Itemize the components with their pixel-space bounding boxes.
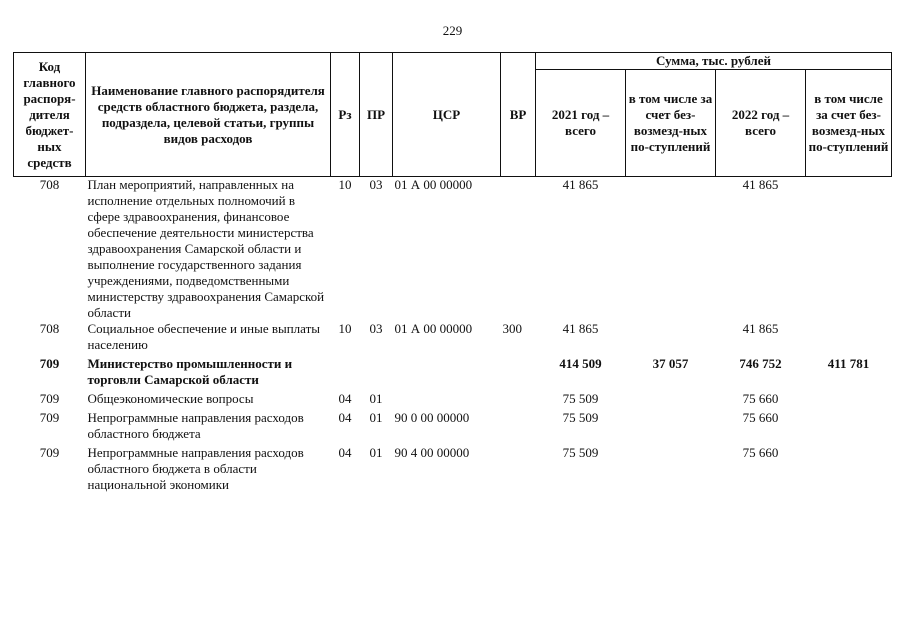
- cell-code: 708: [39, 321, 60, 336]
- cell-code: 709: [39, 356, 60, 371]
- cell-2021-free: 37 057: [652, 356, 689, 371]
- cell-vr: [501, 445, 536, 493]
- cell-csr: 01 А 00 00000: [394, 321, 473, 336]
- cell-2022-free: [806, 391, 892, 407]
- cell-csr: [393, 391, 501, 407]
- cell-2021-total: 414 509: [559, 356, 602, 371]
- cell-pr: [360, 356, 393, 388]
- cell-rz: 04: [338, 391, 352, 406]
- cell-2021-total: 41 865: [562, 321, 599, 336]
- cell-rz: [331, 356, 360, 388]
- cell-2022-free: [806, 445, 892, 493]
- table-row: [14, 356, 892, 388]
- table-body: [14, 177, 892, 494]
- cell-2022-free: 411 781: [827, 356, 870, 371]
- cell-name: Министерство промышленности и торговли Самарской области: [87, 356, 293, 387]
- cell-name: Непрограммные направления расходов областного бюджета в области национальной экономики: [87, 445, 304, 492]
- cell-2021-free: [626, 410, 716, 442]
- table-header: [14, 53, 892, 177]
- cell-pr: 03: [369, 177, 383, 192]
- table-row: [14, 445, 892, 493]
- cell-rz: 04: [338, 445, 352, 460]
- table-row: [14, 177, 892, 322]
- cell-name: План мероприятий, направленных на исполнение отдельных полномочий в сфере здравоохранения, финансовое обеспечение деятельности министерства здравоохранения Самарской области и выполнение государственного задания учреждениями, подведомственными министерству здравоохранения Самарской области: [87, 177, 325, 320]
- cell-csr: [393, 356, 501, 388]
- cell-csr: 90 0 00 00000: [394, 410, 470, 425]
- cell-vr: 300: [502, 321, 522, 336]
- header-rz: Рз: [331, 53, 360, 177]
- header-csr: ЦСР: [393, 53, 501, 177]
- header-2021-total: 2021 год – всего: [536, 70, 626, 177]
- cell-2021-free: [626, 321, 716, 353]
- cell-code: 709: [39, 445, 60, 460]
- budget-table: [13, 52, 892, 493]
- cell-name: Общеэкономические вопросы: [87, 391, 254, 406]
- cell-rz: 10: [338, 177, 352, 192]
- cell-2021-total: 41 865: [562, 177, 599, 192]
- cell-vr: [501, 177, 536, 322]
- header-pr: ПР: [360, 53, 393, 177]
- cell-csr: 01 А 00 00000: [394, 177, 473, 192]
- cell-2022-total: 41 865: [742, 177, 779, 192]
- cell-2022-free: [806, 177, 892, 322]
- cell-pr: 01: [369, 410, 383, 425]
- cell-2022-free: [806, 321, 892, 353]
- header-2022-total: 2022 год – всего: [716, 70, 806, 177]
- header-2021-free: в том числе за счет без-возмезд-ных по-ступлений: [626, 70, 716, 177]
- header-sum-group: Сумма, тыс. рублей: [536, 53, 892, 70]
- cell-pr: 01: [369, 445, 383, 460]
- cell-2021-free: [626, 445, 716, 493]
- cell-rz: 10: [338, 321, 352, 336]
- header-name: Наименование главного распорядителя средств областного бюджета, раздела, подраздела, целевой статьи, группы видов расходов: [86, 53, 331, 177]
- cell-pr: 01: [369, 391, 383, 406]
- cell-2021-free: [626, 177, 716, 322]
- page-number: 229: [442, 23, 463, 38]
- cell-vr: [501, 391, 536, 407]
- cell-csr: 90 4 00 00000: [394, 445, 470, 460]
- cell-2022-total: 75 660: [742, 391, 779, 406]
- cell-2021-total: 75 509: [562, 410, 599, 425]
- table-row: [14, 410, 892, 442]
- cell-code: 708: [39, 177, 60, 192]
- cell-pr: 03: [369, 321, 383, 336]
- cell-name: Непрограммные направления расходов областного бюджета: [87, 410, 304, 441]
- table-row: [14, 321, 892, 353]
- cell-2022-total: 75 660: [742, 410, 779, 425]
- cell-vr: [501, 410, 536, 442]
- header-vr: ВР: [501, 53, 536, 177]
- cell-2022-free: [806, 410, 892, 442]
- cell-code: 709: [39, 410, 60, 425]
- header-2022-free: в том числе за счет без-возмезд-ных по-ступлений: [806, 70, 892, 177]
- cell-code: 709: [39, 391, 60, 406]
- header-code: Код главного распоря-дителя бюджет-ных средств: [14, 53, 86, 177]
- cell-rz: 04: [338, 410, 352, 425]
- cell-name: Социальное обеспечение и иные выплаты населению: [87, 321, 321, 352]
- cell-2021-free: [626, 391, 716, 407]
- table-row: [14, 391, 892, 407]
- cell-2022-total: 746 752: [739, 356, 782, 371]
- cell-2022-total: 75 660: [742, 445, 779, 460]
- cell-vr: [501, 356, 536, 388]
- cell-2021-total: 75 509: [562, 445, 599, 460]
- cell-2021-total: 75 509: [562, 391, 599, 406]
- cell-2022-total: 41 865: [742, 321, 779, 336]
